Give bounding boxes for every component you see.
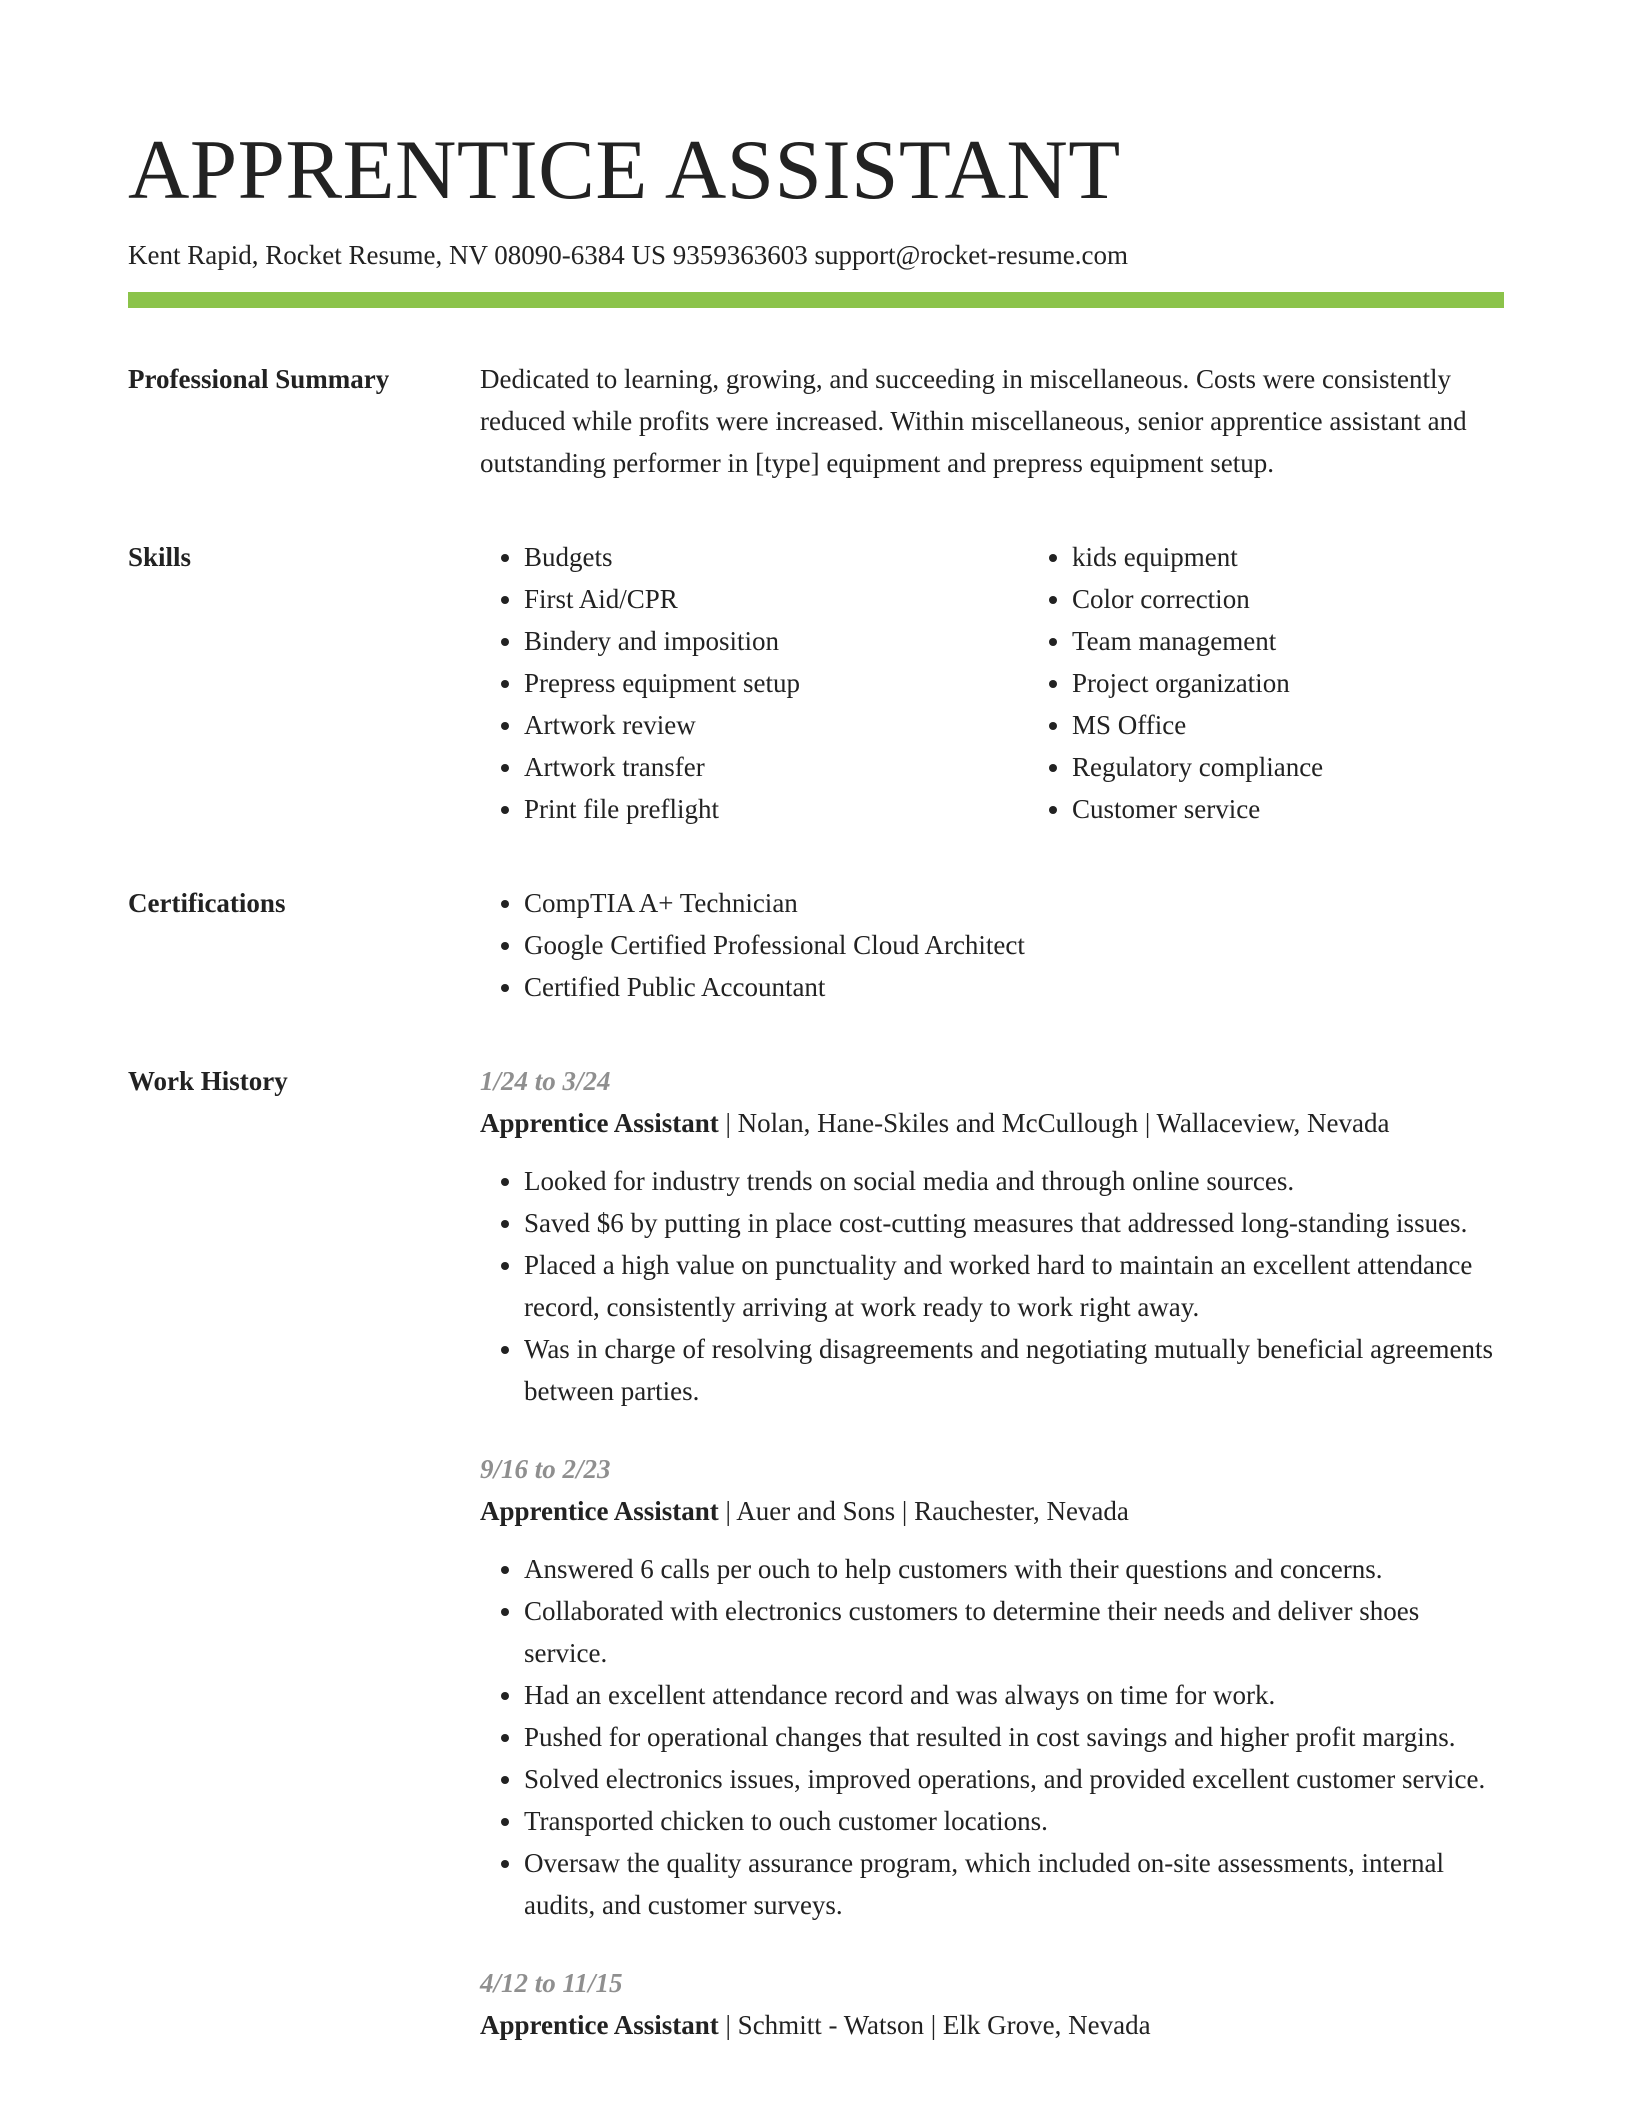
job-dates: 4/12 to 11/15	[480, 1968, 623, 1998]
job-bullet: • Solved electronics issues, improved operations, and provided excellent customer service.	[524, 1758, 1504, 1800]
contact-info: Kent Rapid, Rocket Resume, NV 08090-6384 US 9359363603 support@rocket-resume.com	[128, 240, 1128, 270]
work-history-section	[128, 1060, 1504, 2082]
skill-item: • Print file preflight	[524, 788, 1028, 830]
job-title: Apprentice Assistant	[480, 2010, 719, 2040]
certification-item: • Google Certified Professional Cloud Architect	[524, 924, 1504, 966]
job-employer-location: | Auer and Sons | Rauchester, Nevada	[718, 1496, 1129, 1526]
certifications-list	[480, 882, 1504, 1008]
skill-item: • kids equipment	[1072, 536, 1576, 578]
summary-section	[128, 358, 1504, 484]
certification-item: • Certified Public Accountant	[524, 966, 1504, 1008]
skills-section	[128, 536, 1504, 830]
job-bullets	[480, 1160, 1504, 1412]
job-entry	[480, 1962, 1504, 2046]
job-bullet: • Transported chicken to ouch customer locations.	[524, 1800, 1504, 1842]
skill-item: • Customer service	[1072, 788, 1576, 830]
certifications-section	[128, 882, 1504, 1008]
job-bullets	[480, 1548, 1504, 1926]
skill-item: • First Aid/CPR	[524, 578, 1028, 620]
skill-item: • Budgets	[524, 536, 1028, 578]
job-heading	[480, 2004, 1504, 2046]
job-entry	[480, 1448, 1504, 1926]
job-bullet: • Had an excellent attendance record and was always on time for work.	[524, 1674, 1504, 1716]
job-title: Apprentice Assistant	[480, 1108, 719, 1138]
job-bullet: • Looked for industry trends on social media and through online sources.	[524, 1160, 1504, 1202]
job-heading	[480, 1490, 1504, 1532]
resume-name: APPRENTICE ASSISTANT	[128, 123, 1121, 217]
job-title: Apprentice Assistant	[480, 1496, 719, 1526]
job-dates: 9/16 to 2/23	[480, 1454, 611, 1484]
skills-label: Skills	[128, 542, 192, 572]
accent-divider	[128, 292, 1504, 308]
job-heading	[480, 1102, 1504, 1144]
job-bullet: • Collaborated with electronics customers to determine their needs and deliver shoes service.	[524, 1590, 1504, 1674]
job-employer-location: | Schmitt - Watson | Elk Grove, Nevada	[718, 2010, 1151, 2040]
skills-list-left	[480, 536, 1028, 830]
skill-item: • MS Office	[1072, 704, 1576, 746]
job-entry	[480, 1060, 1504, 1412]
job-bullet: • Saved $6 by putting in place cost-cutting measures that addressed long-standing issues.	[524, 1202, 1504, 1244]
skill-item: • Artwork transfer	[524, 746, 1028, 788]
summary-label: Professional Summary	[128, 364, 390, 394]
skill-item: • Regulatory compliance	[1072, 746, 1576, 788]
skill-item: • Team management	[1072, 620, 1576, 662]
job-employer-location: | Nolan, Hane-Skiles and McCullough | Wallaceview, Nevada	[718, 1108, 1390, 1138]
skill-item: • Prepress equipment setup	[524, 662, 1028, 704]
certification-item: • CompTIA A+ Technician	[524, 882, 1504, 924]
work-history-label: Work History	[128, 1066, 288, 1096]
resume-page	[128, 0, 1504, 2082]
summary-text: Dedicated to learning, growing, and succeeding in miscellaneous. Costs were consistently reduced while profits were increased. Within miscellaneous, senior apprentice assistant and outstanding performer in [type] equipment and prepress equipment setup.	[480, 364, 1467, 478]
skill-item: • Artwork review	[524, 704, 1028, 746]
job-bullet: • Placed a high value on punctuality and worked hard to maintain an excellent attendance record, consistently arriving at work ready to work right away.	[524, 1244, 1504, 1328]
job-dates: 1/24 to 3/24	[480, 1066, 611, 1096]
job-bullet: • Pushed for operational changes that resulted in cost savings and higher profit margins.	[524, 1716, 1504, 1758]
certifications-label: Certifications	[128, 888, 286, 918]
job-bullet: • Was in charge of resolving disagreements and negotiating mutually beneficial agreements between parties.	[524, 1328, 1504, 1412]
job-bullet: • Oversaw the quality assurance program, which included on-site assessments, internal audits, and customer surveys.	[524, 1842, 1504, 1926]
job-bullet: • Answered 6 calls per ouch to help customers with their questions and concerns.	[524, 1548, 1504, 1590]
skill-item: • Project organization	[1072, 662, 1576, 704]
skill-item: • Bindery and imposition	[524, 620, 1028, 662]
skill-item: • Color correction	[1072, 578, 1576, 620]
skills-list-right	[1028, 536, 1576, 830]
